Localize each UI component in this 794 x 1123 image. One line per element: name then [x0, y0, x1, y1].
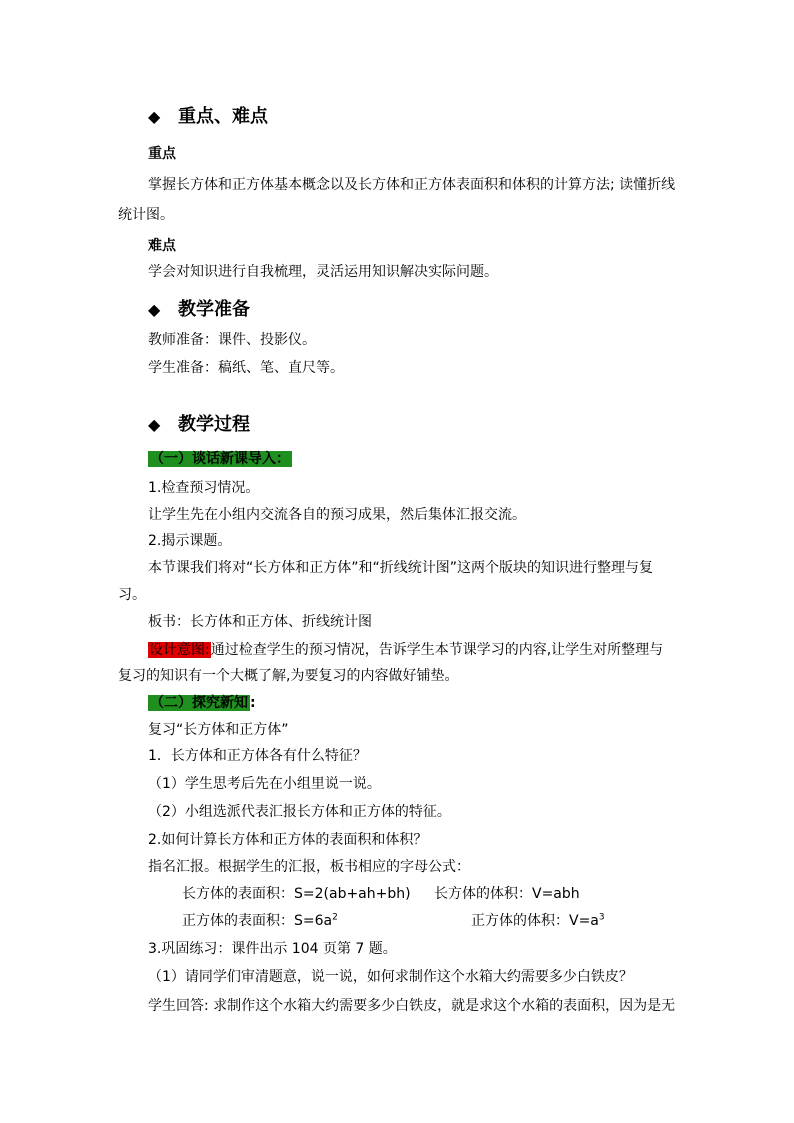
- difficulty-label: 难点: [148, 238, 176, 254]
- part2-title: [148, 693, 256, 713]
- step2: 2.揭示课题。: [148, 533, 232, 549]
- part2-title-colon: :: [250, 695, 256, 711]
- question-3: 3.巩固练习：课件出示 104 页第 7 题。: [148, 941, 397, 957]
- formula-cube-volume-exponent: 3: [598, 912, 605, 923]
- heading-preparation: ◆ 教学准备: [148, 299, 250, 320]
- design-intent-label: 设计意图:: [149, 642, 210, 658]
- diamond-bullet-icon: ◆: [148, 107, 161, 126]
- question-1-a: （1）学生思考后先在小组里说一说。: [148, 776, 381, 792]
- key-text-line2: 统计图。: [118, 207, 174, 223]
- part1-title-highlight: （一）谈话新课导入：: [150, 451, 290, 467]
- heading-process: ◆ 教学过程: [148, 414, 250, 435]
- teacher-preparation: 教师准备：课件、投影仪。: [148, 332, 316, 348]
- step1: 1.检查预习情况。: [148, 480, 260, 496]
- step2-desc-line1: 本节课我们将对“长方体和正方体”和“折线统计图”这两个版块的知识进行整理与复: [148, 560, 654, 576]
- review-title: 复习“长方体和正方体”: [148, 722, 289, 738]
- question-2: 2.如何计算长方体和正方体的表面积和体积？: [148, 832, 428, 848]
- part2-title-highlight: （二）探究新知: [150, 695, 248, 711]
- question-3-answer: 学生回答: 求制作这个水箱大约需要多少白铁皮，就是求这个水箱的表面积，因为是无: [148, 998, 676, 1014]
- part1-title: [148, 449, 292, 469]
- formula-cuboid-volume: 长方体的体积：V=abh: [434, 886, 580, 902]
- formula-cube-area-exponent: 2: [332, 912, 338, 923]
- difficulty-text: 学会对知识进行自我梳理，灵活运用知识解决实际问题。: [148, 264, 498, 280]
- step1-desc: 让学生先在小组内交流各自的预习成果，然后集体汇报交流。: [148, 507, 526, 523]
- question-3-a: （1）请同学们审清题意，说一说，如何求制作这个水箱大约需要多少白铁皮？: [148, 969, 633, 985]
- diamond-bullet-icon: ◆: [148, 415, 161, 434]
- design-intent-line1: [148, 640, 663, 660]
- board-text: 板书：长方体和正方体、折线统计图: [148, 614, 372, 630]
- design-intent-line2: 复习的知识有一个大概了解,为要复习的内容做好铺垫。: [118, 668, 459, 684]
- design-intent-text: 通过检查学生的预习情况，告诉学生本节课学习的内容,让学生对所整理与: [210, 642, 664, 658]
- formula-cube-volume: 正方体的体积：$V=a^3$: [471, 912, 605, 929]
- student-preparation: 学生准备：稿纸、笔、直尺等。: [148, 360, 344, 376]
- question-1: 1．长方体和正方体各有什么特征？: [148, 748, 367, 764]
- formula-cube-area: 正方体的表面积：$S=6a^2$: [182, 912, 338, 929]
- heading-key-points: ◆ 重点、难点: [148, 106, 268, 127]
- question-2-desc: 指名汇报。根据学生的汇报，板书相应的字母公式：: [148, 859, 470, 875]
- key-text-line1: 掌握长方体和正方体基本概念以及长方体和正方体表面积和体积的计算方法; 读懂折线: [148, 177, 676, 193]
- key-label: 重点: [148, 146, 176, 162]
- diamond-bullet-icon: ◆: [148, 300, 161, 319]
- formula-cuboid-area: 长方体的表面积：S=2(ab+ah+bh): [182, 886, 411, 902]
- question-1-b: （2）小组选派代表汇报长方体和正方体的特征。: [148, 804, 451, 820]
- step2-desc-line2: 习。: [118, 587, 146, 603]
